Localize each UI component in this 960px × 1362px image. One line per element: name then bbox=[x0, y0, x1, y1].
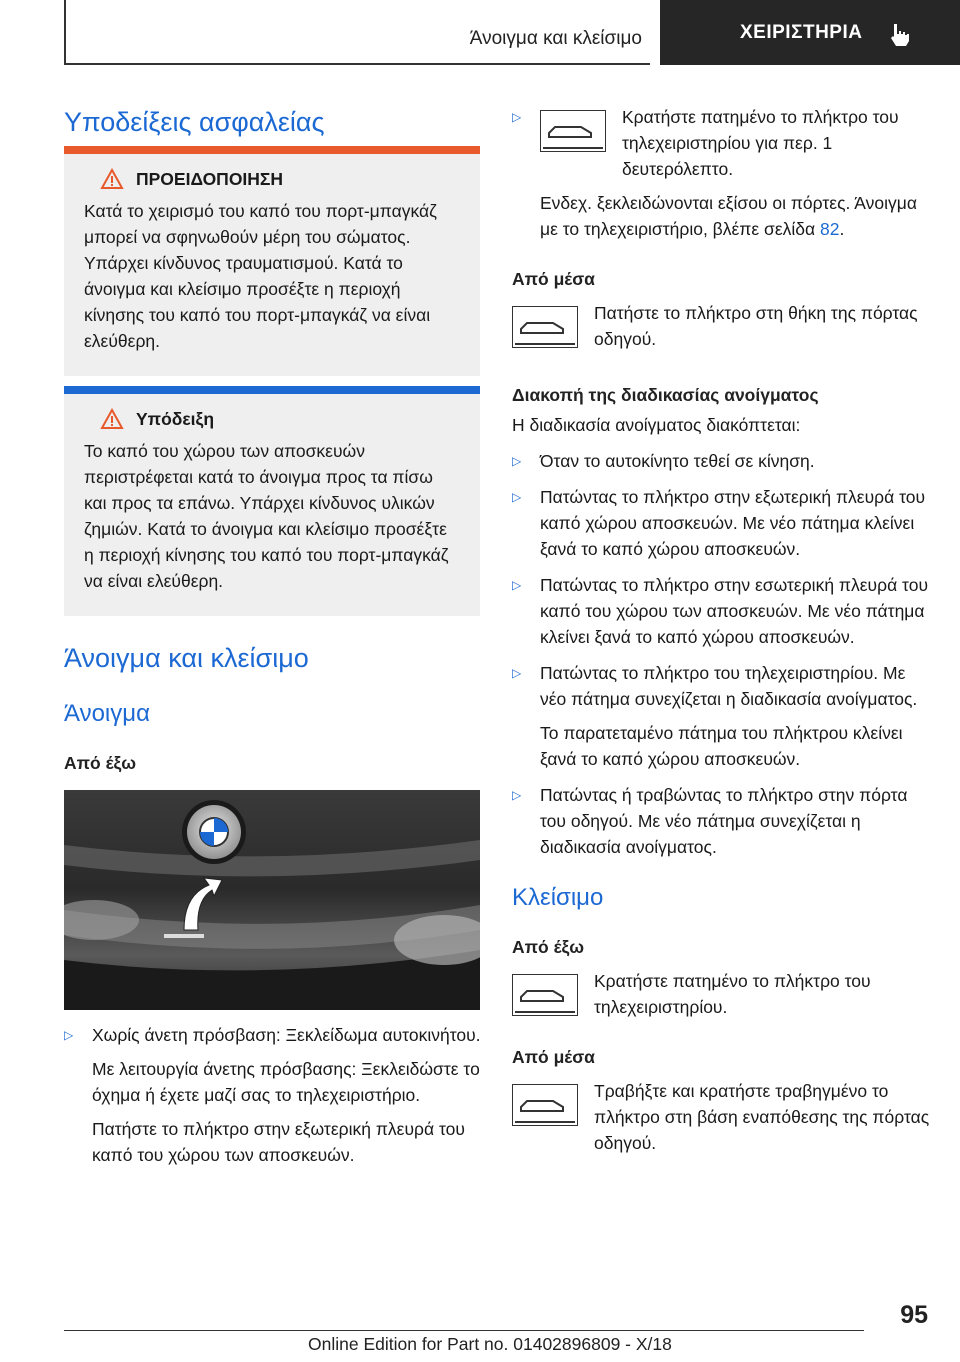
trunk-button-icon bbox=[512, 306, 578, 348]
footer-edition: Online Edition for Part no. 01402896809 - X/18 bbox=[308, 1334, 672, 1354]
header-rule-bottom bbox=[64, 63, 650, 65]
press-door-pocket-text: Πατήστε το πλήκτρο στη θήκη της πόρτας οδηγού. bbox=[594, 303, 918, 349]
bullet-triangle-icon: ▷ bbox=[512, 578, 522, 592]
warning-box bbox=[64, 146, 480, 376]
bullet-triangle-icon: ▷ bbox=[512, 666, 522, 680]
section-heading: Άνοιγμα και κλείσιμο bbox=[64, 643, 309, 673]
remote-key-icon bbox=[540, 110, 606, 152]
header-rule-left bbox=[64, 0, 66, 64]
subsection-heading: Άνοιγμα bbox=[64, 700, 150, 727]
list-item: ▷ Πατώντας το πλήκτρο στην εξωτερική πλευρά του καπό χώρου αποσκευών. Με νέο πάτημα κλείνει ξανά το καπό χώρου αποσκευών. bbox=[512, 484, 932, 562]
bullet-triangle-icon: ▷ bbox=[64, 1028, 74, 1042]
pull-handle-icon bbox=[512, 1084, 578, 1126]
list-item bbox=[512, 104, 932, 182]
closing-inside-text: Τραβήξτε και κρατήστε τραβηγμένο το πλήκτρο στη βάση εναπόθεσης της πόρτας οδηγού. bbox=[594, 1081, 930, 1153]
interrupt-intro: Η διαδικασία ανοίγματος διακόπτεται: bbox=[512, 415, 801, 435]
bullet-paragraph: Πατήστε το πλήκτρο στην εξωτερική πλευρά του καπό του χώρου των αποσκευών. bbox=[92, 1119, 465, 1165]
from-outside-label: Από έξω bbox=[64, 753, 137, 773]
bullet-paragraph: Το παρατεταμένο πάτημα του πλήκτρου κλείνει ξανά το καπό χώρου αποσκευών. bbox=[540, 723, 903, 769]
closing-outside-label: Από έξω bbox=[512, 937, 585, 957]
list-item: ▷ Πατώντας το πλήκτρο στην εσωτερική πλευρά του καπό του χώρου των αποσκευών. Με νέο πάτημα κλείνει ξανά το καπό χώρου αποσκευών. bbox=[512, 572, 932, 650]
bullet-triangle-icon: ▷ bbox=[512, 454, 522, 468]
header-tab bbox=[660, 0, 960, 65]
bullet-paragraph: Με λειτουργία άνετης πρόσβασης: Ξεκλειδώστε το όχημα ή έχετε μαζί σας το τηλεχειριστήριο. bbox=[92, 1059, 480, 1105]
list-item: ▷ Πατώντας το πλήκτρο του τηλεχειριστηρίου. Με νέο πάτημα συνεχίζεται η διαδικασία ανοίγματος. bbox=[512, 660, 932, 712]
caution-triangle-icon bbox=[100, 408, 124, 430]
warning-bar bbox=[64, 146, 480, 154]
list-item: ▷ Πατώντας ή τραβώντας το πλήκτρο στην πόρτα του οδηγού. Με νέο πάτημα συνεχίζεται η διαδικασία ανοίγματος. bbox=[512, 782, 932, 860]
doors-unlock-text: Ενδεχ. ξεκλειδώνονται εξίσου οι πόρτες. Άνοιγμα με το τηλεχειριστήριο, βλέπε σελίδα 82. bbox=[540, 193, 917, 239]
closing-inside-label: Από μέσα bbox=[512, 1047, 595, 1067]
page-link[interactable]: 82 bbox=[820, 219, 840, 239]
closing-heading: Κλείσιμο bbox=[512, 884, 604, 911]
bullet-triangle-icon: ▷ bbox=[512, 788, 522, 802]
warning-text: Κατά το χειρισμό του καπό του πορτ-μπαγκάζ μπορεί να σφηνωθούν μέρη του σώματος. Υπάρχει κίνδυνος τραυματισμού. Κατά το άνοιγμα και κλείσιμο προσέξτε η περιοχή κίνησης του καπό του πορτ-μπαγκάζ να είναι ελεύθερη. bbox=[84, 201, 437, 351]
footer-rule bbox=[64, 1330, 864, 1331]
page-number: 95 bbox=[900, 1301, 928, 1329]
header-section-title: Άνοιγμα και κλείσιμο bbox=[469, 28, 642, 49]
note-bar bbox=[64, 386, 480, 394]
safety-heading: Υποδείξεις ασφαλείας bbox=[64, 107, 325, 137]
trunk-photo bbox=[64, 790, 480, 1010]
remote-key-icon bbox=[512, 974, 578, 1016]
pointing-hand-icon bbox=[888, 22, 912, 48]
closing-outside-text: Κρατήστε πατημένο το πλήκτρο του τηλεχειριστηρίου. bbox=[594, 971, 871, 1017]
header-tab-label: ΧΕΙΡΙΣΤΗΡΙΑ bbox=[740, 21, 863, 43]
interrupt-heading: Διακοπή της διαδικασίας ανοίγματος bbox=[512, 385, 819, 405]
from-inside-label: Από μέσα bbox=[512, 269, 595, 289]
bullet-triangle-icon: ▷ bbox=[512, 490, 522, 504]
warning-triangle-icon bbox=[100, 168, 124, 190]
note-text: Το καπό του χώρου των αποσκευών περιστρέφεται κατά το άνοιγμα προς τα πίσω και προς τα επάνω. Υπάρχει κίνδυνος υλικών ζημιών. Κατά το άνοιγμα και κλείσιμο προσέξτε η περιοχή κίνησης του καπό του πορτ-μπαγκάζ να είναι ελεύθερη. bbox=[84, 441, 449, 591]
note-box bbox=[64, 386, 480, 616]
warning-title: ΠΡΟΕΙΔΟΠΟΙΗΣΗ bbox=[136, 168, 284, 189]
list-item: ▷ Όταν το αυτοκίνητο τεθεί σε κίνηση. bbox=[512, 448, 932, 474]
note-title: Υπόδειξη bbox=[136, 408, 215, 429]
list-item: ▷ Χωρίς άνετη πρόσβαση: Ξεκλείδωμα αυτοκινήτου. bbox=[64, 1022, 482, 1048]
bullet-triangle-icon: ▷ bbox=[512, 110, 522, 124]
remote-hold-text: Κρατήστε πατημένο το πλήκτρο του τηλεχειριστηρίου για περ. 1 δευτερόλεπτο. bbox=[622, 107, 899, 179]
